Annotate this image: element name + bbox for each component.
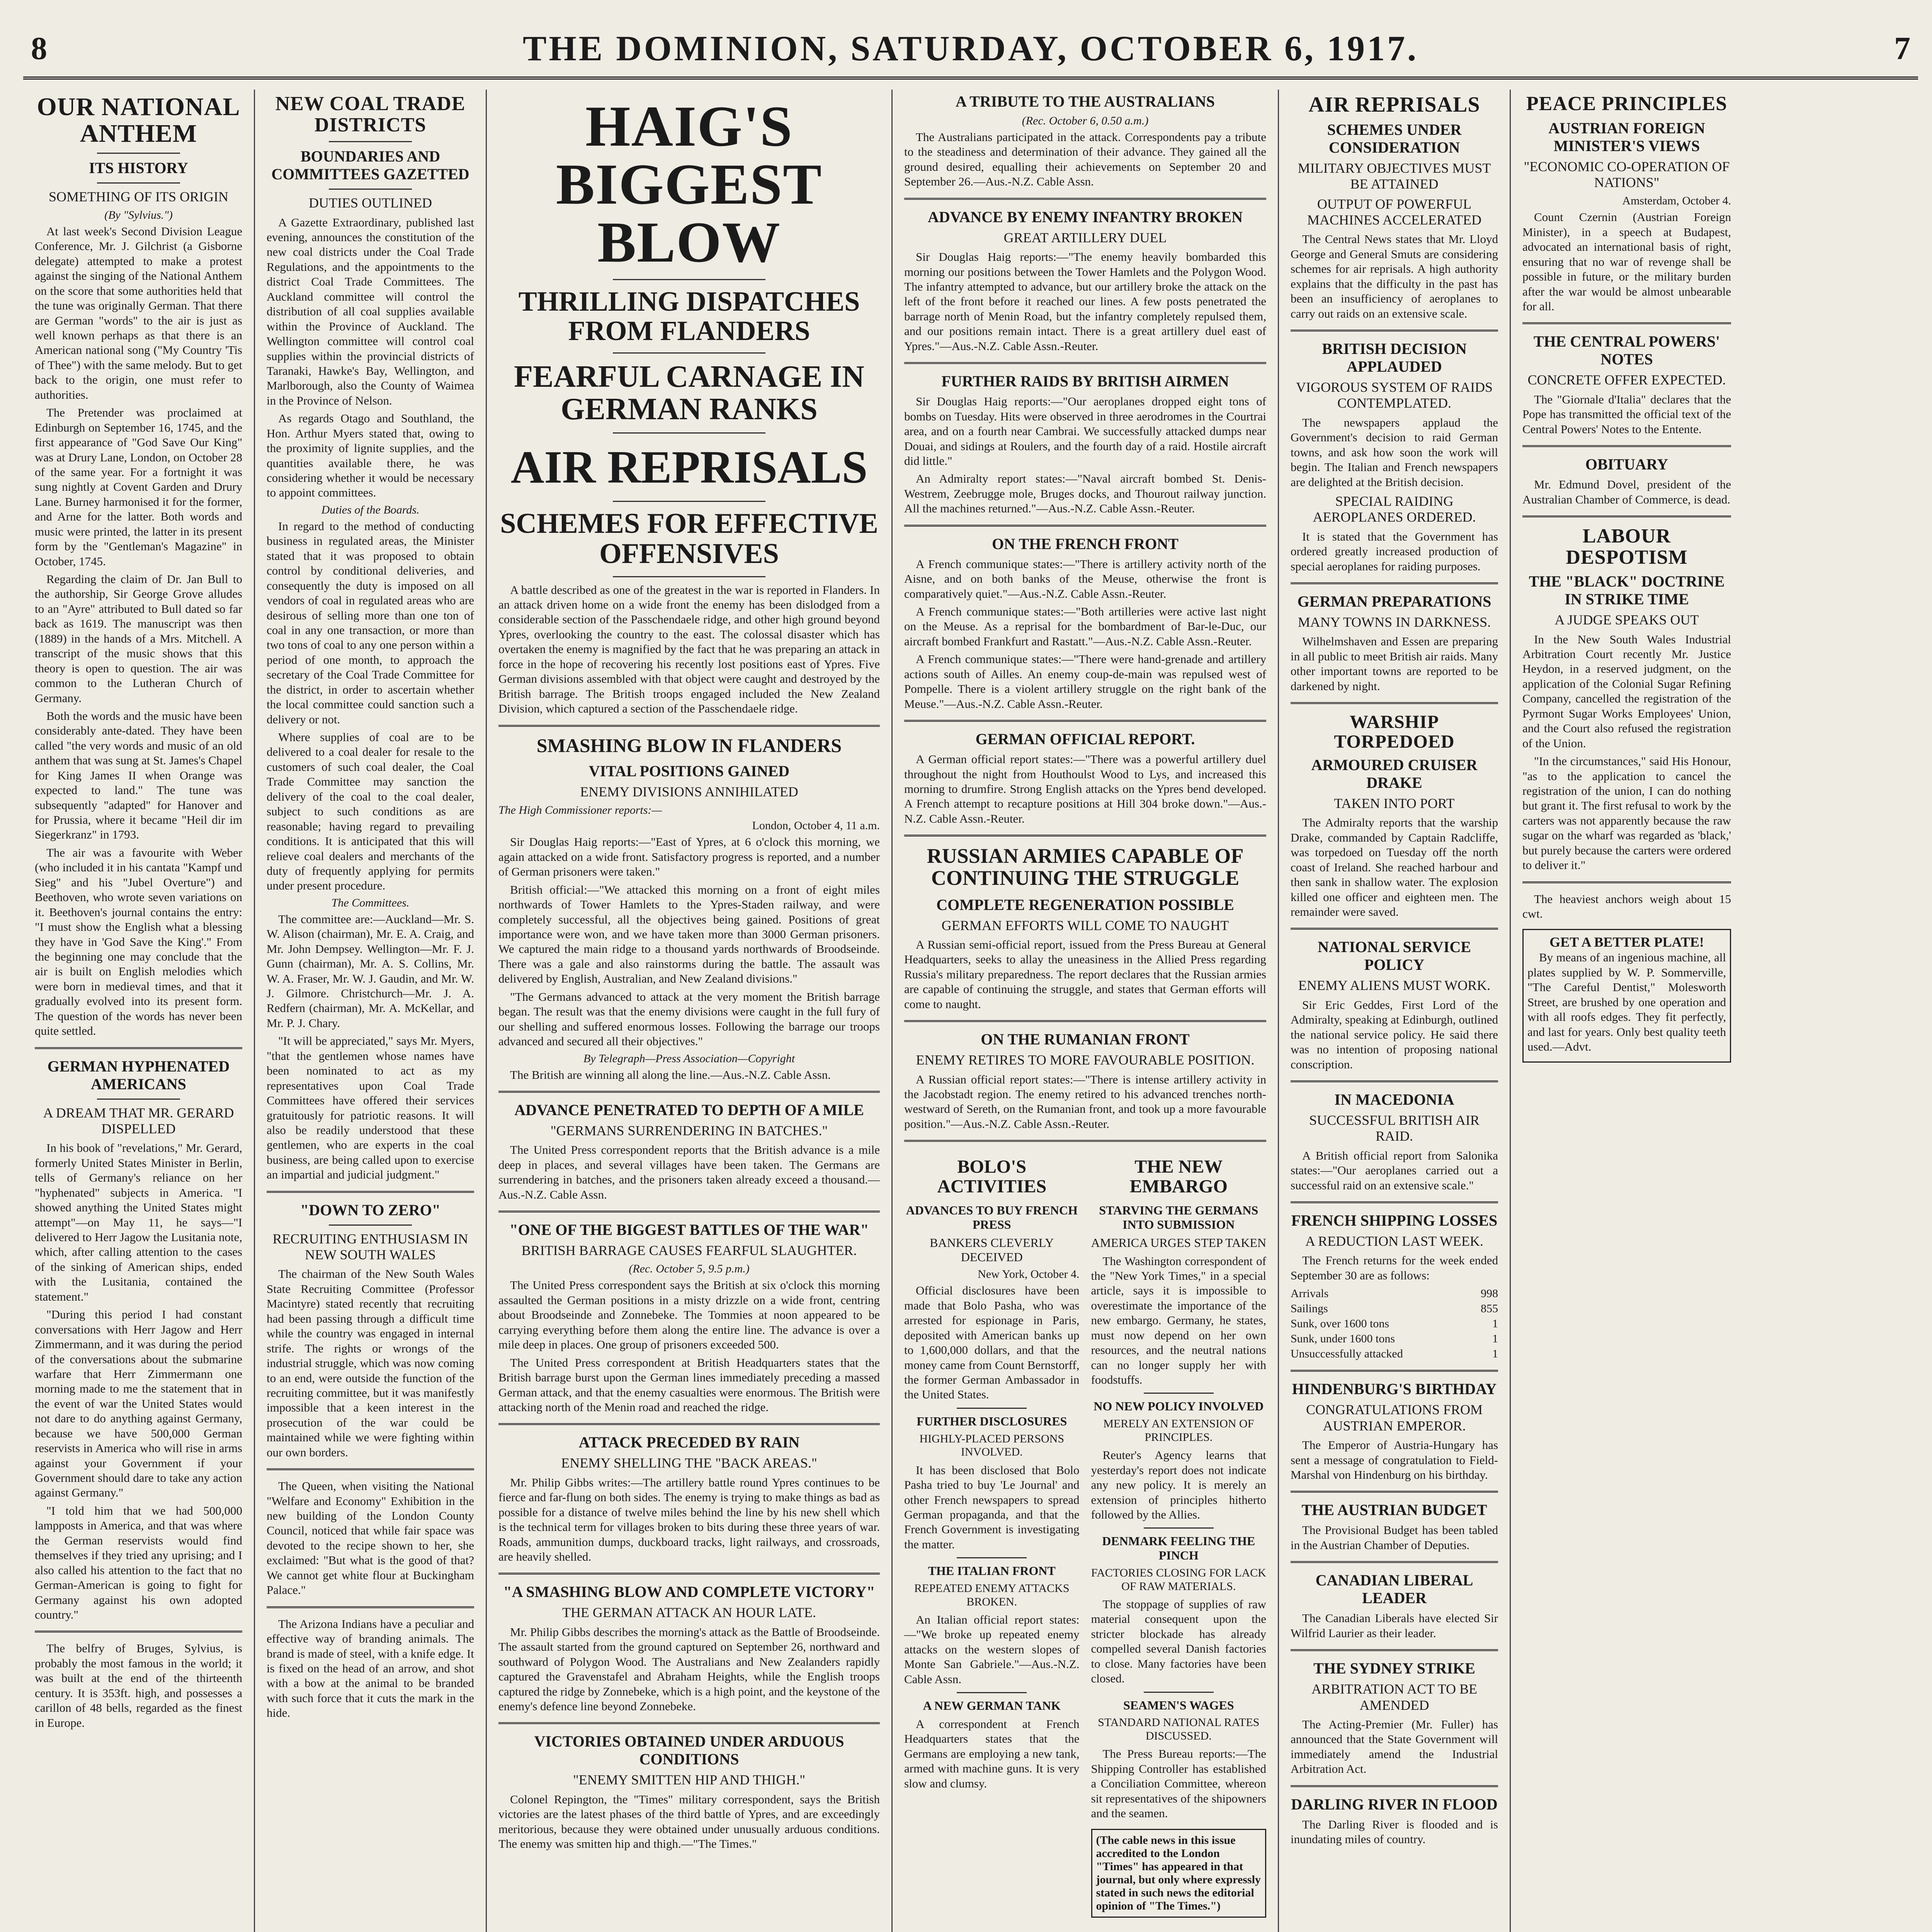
divider <box>35 1631 242 1633</box>
german-report-headline: GERMAN OFFICIAL REPORT. <box>975 730 1195 748</box>
table-cell: 1 <box>1492 1317 1498 1330</box>
italian-subhead: REPEATED ENEMY ATTACKS BROKEN. <box>914 1582 1070 1608</box>
divider <box>613 279 765 280</box>
reprisals-headline: AIR REPRISALS <box>1308 93 1480 117</box>
article-paragraph: The belfry of Bruges, Sylvius, is probably the most famous in the world; it was built at the end of the thirteenth century. It is 353ft. high, and possesses a carillon of 48 bells, regarded as the finest in Europe. <box>35 1641 242 1730</box>
rain-subhead: ENEMY SHELLING THE "BACK AREAS." <box>561 1455 817 1471</box>
advertisement-headline: GET A BETTER PLATE! <box>1549 934 1704 950</box>
reprisals-subhead-3: OUTPUT OF POWERFUL MACHINES ACCELERATED <box>1307 196 1482 228</box>
article-paragraph: A French communique states:—"Both artilleries were active last night on the Meuse. As a reprisal for the bombardment of Bar-le-Duc, our aircraft bombed Frankfurt and Rastatt."—Aus.-N.Z. Cable Assn.-Reuter. <box>904 605 1266 648</box>
biggest-battle-headline: "ONE OF THE BIGGEST BATTLES OF THE WAR" <box>509 1221 869 1239</box>
peace-headline: PEACE PRINCIPLES <box>1526 93 1728 115</box>
central-powers-subhead: CONCRETE OFFER EXPECTED. <box>1527 372 1726 388</box>
shipping-table <box>1291 1286 1498 1361</box>
article-paragraph: The Australians participated in the attack. Correspondents pay a tribute to the steadiness and determination of their advance. They gained all the ground desired, equalling their achievements on September 20 and September 26.—Aus.-N.Z. Cable Assn. <box>904 130 1266 189</box>
article-paragraph: Sir Eric Geddes, First Lord of the Admiralty, speaking at Edinburgh, outlined the national service policy. He said there was no intention of proposing national conscription. <box>1291 998 1498 1071</box>
labour-subhead-1: THE "BLACK" DOCTRINE IN STRIKE TIME <box>1529 573 1725 608</box>
shipping-subhead: A REDUCTION LAST WEEK. <box>1305 1233 1483 1249</box>
divider <box>904 362 1266 364</box>
french-front-headline: ON THE FRENCH FRONT <box>992 535 1179 553</box>
article-paragraph: The heaviest anchors weigh about 15 cwt. <box>1522 892 1731 921</box>
seamen-headline: SEAMEN'S WAGES <box>1123 1698 1234 1712</box>
divider <box>329 1225 412 1226</box>
divider <box>498 1423 880 1425</box>
canadian-headline: CANADIAN LIBERAL LEADER <box>1315 1571 1473 1607</box>
divider <box>329 141 412 142</box>
smashing-subhead-1: VITAL POSITIONS GAINED <box>588 762 790 780</box>
article-paragraph: Both the words and the music have been considerably ante-dated. They have been called "the very words and music of an old anthem that was sung at St. James's Chapel for King James II when Orange was expected to land." The tune was subsequently "adapted" for Hanover and for Prussia, where it became "Heil dir im Siegerkranz" in 1793. <box>35 709 242 842</box>
column-5 <box>1279 90 1511 1932</box>
preparations-subhead: MANY TOWNS IN DARKNESS. <box>1298 614 1491 630</box>
hindenburg-headline: HINDENBURG'S BIRTHDAY <box>1292 1380 1497 1398</box>
article-paragraph: Sir Douglas Haig reports:—"The enemy heavily bombarded this morning our positions between the Tower Hamlets and the Polygon Wood. The infantry attempted to advance, but our artillery broke the attack on the left of the front before it reached our lines. A few posts penetrated the barrage north of Menin Road, but the infantry completely repulsed them, and our positions remain intact. There is a great artillery duel east of Ypres."—Aus.-N.Z. Cable Assn.-Reuter. <box>904 250 1266 353</box>
divider <box>904 835 1266 837</box>
divider <box>498 725 880 727</box>
table-cell: 1 <box>1492 1347 1498 1361</box>
denmark-subhead: FACTORIES CLOSING FOR LACK OF RAW MATERIALS. <box>1091 1566 1266 1593</box>
embargo-subhead-2: AMERICA URGES STEP TAKEN <box>1091 1235 1266 1250</box>
article-paragraph: The Queen, when visiting the National "Welfare and Economy" Exhibition in the new building of the London County Council, noticed that while fair space was devoted to the recipe shown to her, she exclaimed: "But what is the good of that? We cannot get white flour at Buckingham Palace." <box>267 1479 474 1597</box>
seamen-subhead: STANDARD NATIONAL RATES DISCUSSED. <box>1098 1716 1260 1742</box>
divider <box>35 1047 242 1049</box>
editorial-note: (The cable news in this issue accredited to the London "Times" has appeared in that journal, but only where expressly stated in such news the editorial opinion of "The Times.") <box>1091 1829 1267 1918</box>
main-headline: HAIG'S BIGGEST BLOW <box>556 94 823 274</box>
article-paragraph: The French returns for the week ended September 30 are as follows: <box>1291 1253 1498 1282</box>
central-powers-headline: THE CENTRAL POWERS' NOTES <box>1533 333 1720 368</box>
article-paragraph: A Russian official report states:—"There is intense artillery activity in the Jacobstadt region. The enemy retired to his advanced trenches north-westward of Sereth, on the Rumanian front, and took up a more favourable position."—Aus.-N.Z. Cable Assn.-Reuter. <box>904 1072 1266 1131</box>
article-paragraph: Mr. Philip Gibbs writes:—The artillery battle round Ypres continues to be fierce and far-flung on both sides. The enemy is trying to make things as bad as possible for a distance of twelve miles behind the line by his new shell which is the technical term for villages broken to bits during these three years of war. Roads, ammunition dumps, duckboard tracks, light railways, and crossroads, are heavily shelled. <box>498 1475 880 1563</box>
article-paragraph: A German official report states:—"There was a powerful artillery duel throughout the night from Houthoulst Wood to Lys, and increased this morning to drumfire. Strong English attacks on the Ypres bend developed. A French attempt to recapture positions at Hill 304 broke down."—Aus.-N.Z. Cable Assn.-Reuter. <box>904 752 1266 825</box>
article-paragraph: The committee are:—Auckland—Mr. S. W. Alison (chairman), Mr. E. A. Craig, and Mr. John Dempsey. Wellington—Mr. F. J. Gunn (chairman), Mr. A. S. Collins, Mr. W. A. Fraser, Mr. W. J. Gaudin, and Mr. W. J. Gilmore. Christchurch—Mr. J. A. Redfern (chairman), Mr. A. McKellar, and Mr. P. J. Chary. <box>267 912 474 1030</box>
dateline: London, October 4, 11 a.m. <box>752 819 880 832</box>
bolo-subhead-1: ADVANCES TO BUY FRENCH PRESS <box>906 1203 1078 1231</box>
article-paragraph: The newspapers applaud the Government's decision to raid German towns, and ask how soon the work will begin. The Italian and French newspapers are delighted at the British decision. <box>1291 415 1498 489</box>
italian-headline: THE ITALIAN FRONT <box>928 1564 1056 1578</box>
dateline: (Rec. October 5, 9.5 p.m.) <box>629 1262 750 1276</box>
table-cell: Unsuccessfully attacked <box>1291 1347 1403 1361</box>
warship-subhead-2: TAKEN INTO PORT <box>1334 795 1455 811</box>
advertisement-text: By means of an ingenious machine, all plates supplied by W. P. Sommerville, "The Careful Dentist," Molesworth Street, are brushed by one operation and with all roofs edges. They fit perfectly, and last for years. Only best quality teeth used.—Advt. <box>1527 951 1726 1054</box>
hyphenated-subhead: A DREAM THAT MR. GERARD DISPELLED <box>43 1105 234 1136</box>
article-paragraph: The British are winning all along the line.—Aus.-N.Z. Cable Assn. <box>510 1068 831 1082</box>
article-paragraph: "It will be appreciated," says Mr. Myers, "that the gentlemen whose names have been nominated to act as my representatives upon Coal Trade Committees have offered their services gratuitously for patriotic reasons. It will also be readily understood that these gentlemen, who are experts in the coal business, are being called upon to exercise an impartial and judicial judgment." <box>267 1034 474 1182</box>
article-paragraph: A Gazette Extraordinary, published last evening, announces the constitution of the new coal districts under the Coal Trade Regulations, and the appointments to the district Coal Trade Committees. The Auckland committee will control the distribution of all coal supplies available within the Province of Auckland. The Wellington committee will control coal supplies within the provincial districts of Taranaki, Hawke's Bay, Wellington, and Marlborough, also the County of Waimea in the Province of Nelson. <box>267 215 474 407</box>
table-cell: Sailings <box>1291 1302 1328 1315</box>
article-paragraph: A French communique states:—"There is artillery activity north of the Aisne, and on both banks of the Meuse, otherwise the front is comparatively quiet."—Aus.-N.Z. Cable Assn.-Reuter. <box>904 557 1266 600</box>
embargo-headline: THE NEW EMBARGO <box>1129 1156 1228 1197</box>
paper-title-line: THE DOMINION, SATURDAY, OCTOBER 6, 1917. <box>522 29 1419 68</box>
divider <box>498 1211 880 1213</box>
advance-headline: ADVANCE PENETRATED TO DEPTH OF A MILE <box>514 1101 864 1119</box>
divider <box>613 432 765 434</box>
article-paragraph: Sir Douglas Haig reports:—"Our aeroplanes dropped eight tons of bombs on Tuesday. Hits were observed in three aerodromes in the Courtrai area, and on a fourth near Cambrai. We successfully attacked dumps near Douai, and sidings at Roulers, and the fourth day of a raid. Hostile aircraft did little." <box>904 395 1266 468</box>
divider <box>498 1573 880 1575</box>
divider <box>1522 445 1731 447</box>
austrian-budget-headline: THE AUSTRIAN BUDGET <box>1301 1501 1487 1519</box>
byline: By Telegraph—Press Association—Copyright <box>583 1052 795 1065</box>
darling-river-headline: DARLING RIVER IN FLOOD <box>1291 1795 1498 1813</box>
column-1 <box>23 90 255 1932</box>
article-intro: The High Commissioner reports:— <box>498 804 662 817</box>
article-paragraph: "In the circumstances," said His Honour, "as to the application to cancel the registration of the union, I can do nothing but grant it. The first refusal to work by the carters was not apparently because the raw sugar on the wharf was regarded as 'black,' but purely because the carters were ordered to deliver it." <box>1522 754 1731 872</box>
smashing-subhead-2: ENEMY DIVISIONS ANNIHILATED <box>580 784 798 799</box>
labour-subhead-2: A JUDGE SPEAKS OUT <box>1554 612 1699 628</box>
coal-subhead: BOUNDARIES AND COMMITTEES GAZETTED <box>271 148 469 183</box>
divider <box>97 1099 180 1100</box>
divider <box>1291 1080 1498 1082</box>
article-paragraph: Where supplies of coal are to be delivered to a coal dealer for resale to the customers of such coal dealer, the Coal Trade Committee may sanction the delivery of the coal to the coal dealer, subject to such conditions as are reasonable; having regard to prevailing conditions. It is anticipated that this will relieve coal dealers and merchants of the duty of frequently applying for permits under present procedure. <box>267 730 474 893</box>
divider <box>613 352 765 354</box>
table-cell: Sunk, over 1600 tons <box>1291 1317 1389 1330</box>
column-4 <box>893 90 1279 1932</box>
table-cell: 855 <box>1481 1302 1498 1315</box>
divider <box>1291 582 1498 584</box>
biggest-battle-subhead: BRITISH BARRAGE CAUSES FEARFUL SLAUGHTER. <box>521 1243 857 1259</box>
disclosures-headline: FURTHER DISCLOSURES <box>917 1414 1067 1428</box>
article-paragraph: Sir Douglas Haig reports:—"East of Ypres, at 6 o'clock this morning, we again attacked on a wide front. Satisfactory progress is reported, and a number of German prisoners were taken." <box>498 835 880 879</box>
dateline: Amsterdam, October 4. <box>1622 194 1731 207</box>
embargo-column <box>1091 1150 1267 1917</box>
reprisals-subhead-1: SCHEMES UNDER CONSIDERATION <box>1327 121 1462 156</box>
divider <box>97 153 180 154</box>
infantry-subhead: GREAT ARTILLERY DUEL <box>1003 230 1167 245</box>
article-paragraph: Wilhelmshaven and Essen are preparing in all public to meet British air raids. Many other important towns are reported to be darkened by night. <box>1291 634 1498 693</box>
main-subhead-1: THRILLING DISPATCHES FROM FLANDERS <box>518 286 860 346</box>
divider <box>957 1408 1027 1409</box>
article-paragraph: At last week's Second Division League Conference, Mr. J. Gilchrist (a Gisborne delegate) attempted to make a protest against the singing of the National Anthem on the score that some authorities held that the tune was originally German. That there are German "words" to the air is just as well known perhaps as that there is an American national song ("My Country 'Tis of Thee") with the same melody. But to get back to the origin, one must refer to authorities. <box>35 224 242 401</box>
article-paragraph: Mr. Philip Gibbs describes the morning's attack as the Battle of Broodseinde. The assault started from the ground captured on September 26, northward and southward of Polygon Wood. The Australians and New Zealanders rapidly captured the Gravenstafel and Abraham Heights, while the English troops captured the ridge by Zonnebeke, which is a high point, and the keystone of the enemy's defence line beyond Zonnebeke. <box>498 1625 880 1713</box>
article-paragraph: The United Press correspondent says the British at six o'clock this morning assaulted the German positions in a misty drizzle on a wide front, centring about Broodseinde and Zonnebeke. The Tommies at noon appeared to be carrying everything before them along the entire line. The advance is over a mile deep in places. One group of prisoners exceeded 500. <box>498 1278 880 1352</box>
article-paragraph: The Emperor of Austria-Hungary has sent a message of congratulation to Field-Marshal von Hindenburg on his birthday. <box>1291 1438 1498 1482</box>
russian-subhead-1: COMPLETE REGENERATION POSSIBLE <box>936 896 1234 913</box>
obituary-headline: OBITUARY <box>1585 456 1668 473</box>
article-paragraph: The Darling River is flooded and is inundating miles of country. <box>1291 1817 1498 1846</box>
divider <box>267 1468 474 1470</box>
anthem-subhead: ITS HISTORY <box>89 159 188 177</box>
divider <box>1291 1785 1498 1787</box>
policy-headline: NO NEW POLICY INVOLVED <box>1094 1399 1264 1413</box>
dateline: (Rec. October 6, 0.50 a.m.) <box>1022 114 1149 127</box>
divider <box>1291 1201 1498 1203</box>
rain-headline: ATTACK PRECEDED BY RAIN <box>578 1434 800 1451</box>
divider <box>267 1191 474 1193</box>
embargo-subhead-1: STARVING THE GERMANS INTO SUBMISSION <box>1099 1203 1259 1231</box>
divider <box>904 1020 1266 1022</box>
warship-subhead-1: ARMOURED CRUISER DRAKE <box>1311 756 1478 791</box>
article-paragraph: "During this period I had constant conversations with Herr Jagow and Herr Zimmermann, and it was during the period of the conversations about the submarine warfare that Herr Zimmermann one morning made to me the statement that in the event of war the United States would not dare to do anything against Germany, because we have 500,000 German reservists in America who will rise in arms against your Government if your Government should dare to take any action against Germany." <box>35 1308 242 1500</box>
section-label: Duties of the Boards. <box>321 503 420 516</box>
decision-headline: BRITISH DECISION APPLAUDED <box>1322 340 1467 375</box>
rumanian-headline: ON THE RUMANIAN FRONT <box>981 1031 1190 1048</box>
warship-headline: WARSHIP TORPEDOED <box>1334 712 1455 752</box>
divider <box>1291 1491 1498 1493</box>
article-paragraph: "The Germans advanced to attack at the very moment the British barrage began. The result was that the enemy divisions were caught in the full fury of our shelling and suffered enormous losses. Following the barrage our troops advanced and secured all their objectives." <box>498 990 880 1048</box>
article-paragraph: The stoppage of supplies of raw material consequent upon the stricter blockade has already compelled several Danish factories to close. Many factories have been closed. <box>1091 1597 1266 1685</box>
divider <box>329 189 412 190</box>
russian-subhead-2: GERMAN EFFORTS WILL COME TO NAUGHT <box>941 917 1229 933</box>
smashing-headline: SMASHING BLOW IN FLANDERS <box>536 734 842 756</box>
dentist-advertisement <box>1522 929 1731 1062</box>
article-paragraph: The Provisional Budget has been tabled in the Austrian Chamber of Deputies. <box>1291 1523 1498 1552</box>
policy-subhead: MERELY AN EXTENSION OF PRINCIPLES. <box>1103 1417 1254 1444</box>
article-paragraph: Official disclosures have been made that Bolo Pasha, who was arrested for espionage in Paris, deposited with American banks up to 1,600,000 dollars, and that the money came from Count Bernstorff, the former German Ambassador in the United States. <box>904 1284 1080 1401</box>
table-row <box>1291 1316 1498 1331</box>
victory-headline: "A SMASHING BLOW AND COMPLETE VICTORY" <box>503 1583 875 1601</box>
victories-subhead: "ENEMY SMITTEN HIP AND THIGH." <box>573 1772 806 1788</box>
article-paragraph: British official:—"We attacked this morning on a front of eight miles northwards of Tower Hamlets to the Ypres-Staden railway, and were completely successful, all the objectives being gained. Positions of great importance were won, and we have taken more than 3000 German prisoners. We captured the main ridge to a thousand yards northwards of Broodseinde. There was a gale and also rainstorms during the battle. The assault was delivered by English, Australian, and New Zealand divisions." <box>498 883 880 986</box>
hyphenated-headline: GERMAN HYPHENATED AMERICANS <box>47 1057 230 1093</box>
main-subhead-3: AIR REPRISALS <box>510 441 868 493</box>
infantry-headline: ADVANCE BY ENEMY INFANTRY BROKEN <box>928 208 1243 226</box>
disclosures-subhead: HIGHLY-PLACED PERSONS INVOLVED. <box>919 1432 1065 1459</box>
article-paragraph: The United Press correspondent at British Headquarters states that the British barrage burst upon the German lines immediately preceding a massed German attack, and that the enemy casualties were enormous. The British were attacking north of the Menin road and reached the ridge. <box>498 1355 880 1414</box>
rumanian-subhead: ENEMY RETIRES TO MORE FAVOURABLE POSITION. <box>916 1052 1255 1068</box>
byline: (By "Sylvius.") <box>104 208 173 221</box>
article-paragraph: A correspondent at French Headquarters states that the Germans are employing a new tank, armed with machine guns. It is very slow and clumsy. <box>904 1717 1080 1790</box>
anthem-subhead-2: SOMETHING OF ITS ORIGIN <box>49 189 228 204</box>
article-paragraph: Count Czernin (Austrian Foreign Minister), in a speech at Budapest, advocated an international basis of right, ensuring that no war of revenge shall be possible in future, or the military burden after the war would be almost unbearable for all. <box>1522 210 1731 313</box>
sydney-strike-subhead: ARBITRATION ACT TO BE AMENDED <box>1311 1681 1478 1713</box>
article-paragraph: As regards Otago and Southland, the Hon. Arthur Myers stated that, owing to the proximity of lignite supplies, and the quantities available there, he was considering whether it would be necessary to appoint committees. <box>267 412 474 500</box>
divider <box>1144 1527 1214 1529</box>
article-paragraph: In his book of "revelations," Mr. Gerard, formerly United States Minister in Berlin, tells of Germany's reliance on her "hyphenated" subjects in America. "I showed anything the United States might attempt"—on May 11, he says—"I delivered to Herr Jagow the Lusitania note, which, after calling attention to the cases of the sinking of American ships, ended with the Lusitania, contained the statement." <box>35 1141 242 1303</box>
article-paragraph: Regarding the claim of Dr. Jan Bull to the authorship, Sir George Grove alludes to an "Ayre" attributed to Bull dated so far back as 1619. The manuscript was then (1889) in the hands of a Mrs. Mitchell. A transcript of the music shows that this theory is open to question. The air was common to the Lutheran Church of Germany. <box>35 572 242 705</box>
denmark-headline: DENMARK FEELING THE PINCH <box>1102 1534 1255 1563</box>
coal-subhead-2: DUTIES OUTLINED <box>309 195 432 211</box>
shipping-headline: FRENCH SHIPPING LOSSES <box>1291 1212 1498 1230</box>
divider <box>1291 1370 1498 1372</box>
article-paragraph: It has been disclosed that Bolo Pasha tried to buy 'Le Journal' and other French newspapers to spread German propaganda, and that the French Government is investigating the matter. <box>904 1463 1080 1551</box>
article-paragraph: The Press Bureau reports:—The Shipping Controller has established a Conciliation Committee, whereon sit representatives of the shipowners and the seamen. <box>1091 1747 1266 1820</box>
peace-subhead-2: "ECONOMIC CO-OPERATION OF NATIONS" <box>1524 158 1730 190</box>
national-service-headline: NATIONAL SERVICE POLICY <box>1318 938 1471 974</box>
divider <box>1291 928 1498 930</box>
peace-subhead-1: AUSTRIAN FOREIGN MINISTER'S VIEWS <box>1548 119 1705 155</box>
coal-headline: NEW COAL TRADE DISTRICTS <box>275 93 466 136</box>
tribute-headline: A TRIBUTE TO THE AUSTRALIANS <box>956 93 1215 110</box>
divider <box>904 525 1266 527</box>
table-cell: Arrivals <box>1291 1287 1329 1300</box>
article-paragraph: The air was a favourite with Weber (who included it in his cantata "Kampf und Sieg" and his "Jubel Overture") and Beethoven, who wrote seven variations on it. Beethoven's journal contains the entry: "I must show the English what a blessing they have in 'God Save the King'." From the beginning one may conclude that the air is built on English melodies which were born in medieval times, and that it gradually evolved into its present form. The question of the words has never been quite settled. <box>35 845 242 1038</box>
victory-subhead: THE GERMAN ATTACK AN HOUR LATE. <box>562 1605 816 1621</box>
bolo-column <box>904 1150 1080 1917</box>
special-aeroplanes-headline: SPECIAL RAIDING AEROPLANES ORDERED. <box>1313 493 1476 525</box>
national-service-subhead: ENEMY ALIENS MUST WORK. <box>1298 978 1491 993</box>
divider <box>1144 1393 1214 1394</box>
article-paragraph: Mr. Edmund Dovel, president of the Australian Chamber of Commerce, is dead. <box>1522 478 1731 506</box>
page-number-left: 8 <box>31 30 47 66</box>
macedonia-headline: IN MACEDONIA <box>1334 1091 1454 1108</box>
divider <box>613 576 765 577</box>
down-to-zero-subhead: RECRUITING ENTHUSIASM IN NEW SOUTH WALES <box>272 1231 468 1263</box>
article-paragraph: The Canadian Liberals have elected Sir Wilfrid Laurier as their leader. <box>1291 1611 1498 1640</box>
section-label: The Committees. <box>331 896 410 909</box>
article-paragraph: Reuter's Agency learns that yesterday's report does not indicate any new policy. It is merely an extension of principles hitherto followed by the Allies. <box>1091 1448 1266 1522</box>
article-paragraph: A British official report from Salonika states:—"Our aeroplanes carried out a successful raid on an extensive scale." <box>1291 1148 1498 1192</box>
article-paragraph: An Italian official report states:—"We broke up repeated enemy attacks on the western slopes of Monte San Gabriele."—Aus.-N.Z. Cable Assn. <box>904 1613 1080 1686</box>
split-columns <box>904 1150 1266 1917</box>
main-subhead-2: FEARFUL CARNAGE IN GERMAN RANKS <box>514 360 864 427</box>
preparations-headline: GERMAN PREPARATIONS <box>1297 593 1492 611</box>
article-paragraph: In the New South Wales Industrial Arbitration Court recently Mr. Justice Heydon, in a reserved judgment, on the application of the Colonial Sugar Refining Company, cancelled the registration of the Pyrmont Sugar Works Employees' Union, and the Court also refused the registration of the Union. <box>1522 632 1731 750</box>
hindenburg-subhead: CONGRATULATIONS FROM AUSTRIAN EMPEROR. <box>1306 1402 1483 1434</box>
divider <box>1522 515 1731 517</box>
bolo-subhead-2: BANKERS CLEVERLY DECEIVED <box>930 1235 1054 1264</box>
table-cell: 1 <box>1492 1332 1498 1345</box>
columns <box>23 90 1918 1932</box>
divider <box>267 1606 474 1608</box>
article-paragraph: A French communique states:—"There were hand-grenade and artillery actions south of Ailles. An enemy coup-de-main was repulsed west of Pompelle. There is a violent artillery struggle on the right bank of the Meuse."—Aus.-N.Z. Cable Assn.-Reuter. <box>904 652 1266 711</box>
divider <box>1291 1649 1498 1651</box>
article-paragraph: An Admiralty report states:—"Naval aircraft bombed St. Denis-Westrem, Zeebrugge mole, Bruges docks, and Thourout railway junction. All the machines returned."—Aus.-N.Z. Cable Assn.-Reuter. <box>904 472 1266 515</box>
article-paragraph: Colonel Repington, the "Times" military correspondent, says the British victories are the latest phases of the third battle of Ypres, and are exceedingly meritorious, because they were obtained under unusually arduous conditions. The enemy was smitten hip and thigh.—"The Times." <box>498 1792 880 1851</box>
divider <box>957 1692 1027 1693</box>
divider <box>904 198 1266 200</box>
article-paragraph: The chairman of the New South Wales State Recruiting Committee (Professor Macintyre) stated recently that recruiting had been passing through a difficult time while the country was engaged in internal strife. The rights or wrongs of the industrial struggle, which was now coming to an end, were outside the function of the recruiting committee, but it was manifestly impossible that a keen interest in the prosecution of the war could be maintained while we were fighting within our own borders. <box>267 1267 474 1459</box>
divider <box>1291 702 1498 704</box>
russian-headline: RUSSIAN ARMIES CAPABLE OF CONTINUING THE STRUGGLE <box>927 844 1244 889</box>
divider <box>1522 881 1731 883</box>
article-paragraph: The Acting-Premier (Mr. Fuller) has announced that the State Government will immediately amend the Industrial Arbitration Act. <box>1291 1717 1498 1776</box>
table-cell: 998 <box>1481 1287 1498 1300</box>
tank-headline: A NEW GERMAN TANK <box>923 1699 1061 1713</box>
down-to-zero-headline: "DOWN TO ZERO" <box>300 1201 440 1219</box>
divider <box>904 720 1266 722</box>
article-paragraph: The Pretender was proclaimed at Edinburgh on September 16, 1745, and the first appearance of "God Save Our King" was at Drury Lane, London, on October 28 of the same year. For a fortnight it was sung nightly at Covent Garden and Drury Lane. Burney harmonised it for the former, and Arne for the latter. Both words and music were printed, the latter in its present form by the "Gentleman's Magazine" in October, 1745. <box>35 406 242 568</box>
divider <box>957 1557 1027 1558</box>
article-paragraph: The United Press correspondent reports that the British advance is a mile deep in places, and several villages have been taken. The Germans are surrendering in batches, and the prisoners taken already exceed a thousand.—Aus.-N.Z. Cable Assn. <box>498 1143 880 1201</box>
reprisals-subhead-2: MILITARY OBJECTIVES MUST BE ATTAINED <box>1298 160 1491 192</box>
article-paragraph: "I told him that we had 500,000 lampposts in America, and that was where the German reservists would find themselves if they tried any uprising; and I also called his attention to the fact that no German-American is going to fight for Germany against his own adopted country." <box>35 1503 242 1621</box>
anthem-headline: OUR NATIONAL ANTHEM <box>37 93 240 148</box>
divider <box>613 501 765 502</box>
divider <box>97 182 180 184</box>
bolo-headline: BOLO'S ACTIVITIES <box>937 1156 1047 1197</box>
divider <box>498 1091 880 1093</box>
article-paragraph: In regard to the method of conducting business in regulated areas, the Minister stated that it was proposed to obtain control by conditional deliveries, and consequently the duty is imposed on all vendors of coal in regulated areas who are desirous of selling more than one ton of coal in any one transaction, or more than two tons of coal to any one person within a period of one month, to approach the secretary of the Coal Trade Committee for the district, in order to ascertain whether the local committee could sanction such a delivery or not. <box>267 519 474 726</box>
article-paragraph: The "Giornale d'Italia" declares that the Pope has transmitted the official text of the Central Powers' Notes to the Entente. <box>1522 392 1731 436</box>
divider <box>1291 330 1498 332</box>
victories-headline: VICTORIES OBTAINED UNDER ARDUOUS CONDITIONS <box>534 1733 844 1768</box>
advance-subhead: "GERMANS SURRENDERING IN BATCHES." <box>550 1122 828 1138</box>
divider <box>1291 1561 1498 1563</box>
table-cell: Sunk, under 1600 tons <box>1291 1332 1395 1345</box>
table-row <box>1291 1301 1498 1316</box>
divider <box>498 1722 880 1724</box>
column-6 <box>1511 90 1743 1932</box>
labour-headline: LABOUR DESPOTISM <box>1566 525 1688 568</box>
article-paragraph: It is stated that the Government has ordered greatly increased production of special aeroplanes for raiding purposes. <box>1291 529 1498 573</box>
macedonia-subhead: SUCCESSFUL BRITISH AIR RAID. <box>1309 1112 1480 1144</box>
divider <box>904 1140 1266 1142</box>
sydney-strike-headline: THE SYDNEY STRIKE <box>1313 1660 1475 1677</box>
table-row <box>1291 1346 1498 1361</box>
article-paragraph: The Central News states that Mr. Lloyd George and General Smuts are considering schemes for air reprisals. A high authority explains that the difficulty in the past has been an insufficiency of aeroplanes to carry out raids on an extensive scale. <box>1291 232 1498 320</box>
airmen-headline: FURTHER RAIDS BY BRITISH AIRMEN <box>941 372 1229 390</box>
article-paragraph: The Washington correspondent of the "New York Times," in a special article, says it is impossible to overestimate the importance of the new embargo. Germany, he states, must now depend on her own resources, and the neutral nations can no longer supply her with foodstuffs. <box>1091 1254 1266 1387</box>
column-3 <box>487 90 893 1932</box>
divider <box>1144 1692 1214 1693</box>
table-row <box>1291 1286 1498 1301</box>
masthead <box>23 27 1918 80</box>
article-paragraph: A Russian semi-official report, issued from the Press Bureau at General Headquarters, seeks to allay the uneasiness in the Allied Press regarding Russia's military preparedness. The report declares that the Russian armies are capable of continuing the struggle, and states that German efforts will come to naught. <box>904 938 1266 1011</box>
divider <box>1522 322 1731 324</box>
page-number-right: 7 <box>1894 30 1910 66</box>
lead-paragraph: A battle described as one of the greatest in the war is reported in Flanders. In an attack driven home on a wide front the enemy has been dislodged from a considerable section of the Passchendaele ridge, and other high ground beyond Ypres, overlooking the country to the east. The colossal disaster which has overtaken the enemy is magnified by the fact that he was preparing an attack in force in the hope of recovering his recently lost positions east of Ypres. Five German divisions assembled with that object were caught and destroyed by the British barrage. The British troops engaged included the New Zealand Division, which captured a section of the Passchendaele ridge. <box>498 583 880 716</box>
decision-subhead: VIGOROUS SYSTEM OF RAIDS CONTEMPLATED. <box>1296 379 1493 411</box>
article-paragraph: The Arizona Indians have a peculiar and effective way of branding animals. The brand is made of steel, with a knife edge. It is fixed on the head of an arrow, and shot with a bow at the animal to be branded with such force that it cuts the mark in the hide. <box>267 1617 474 1720</box>
article-paragraph: The Admiralty reports that the warship Drake, commanded by Captain Radcliffe, was torpedoed on Tuesday off the north coast of Ireland. She reached harbour and then sank in shallow water. The explosion killed one officer and eighteen men. The remainder were saved. <box>1291 816 1498 918</box>
column-2 <box>255 90 487 1932</box>
table-row <box>1291 1331 1498 1346</box>
main-subhead-4: SCHEMES FOR EFFECTIVE OFFENSIVES <box>500 508 878 570</box>
dateline: New York, October 4. <box>978 1268 1080 1281</box>
